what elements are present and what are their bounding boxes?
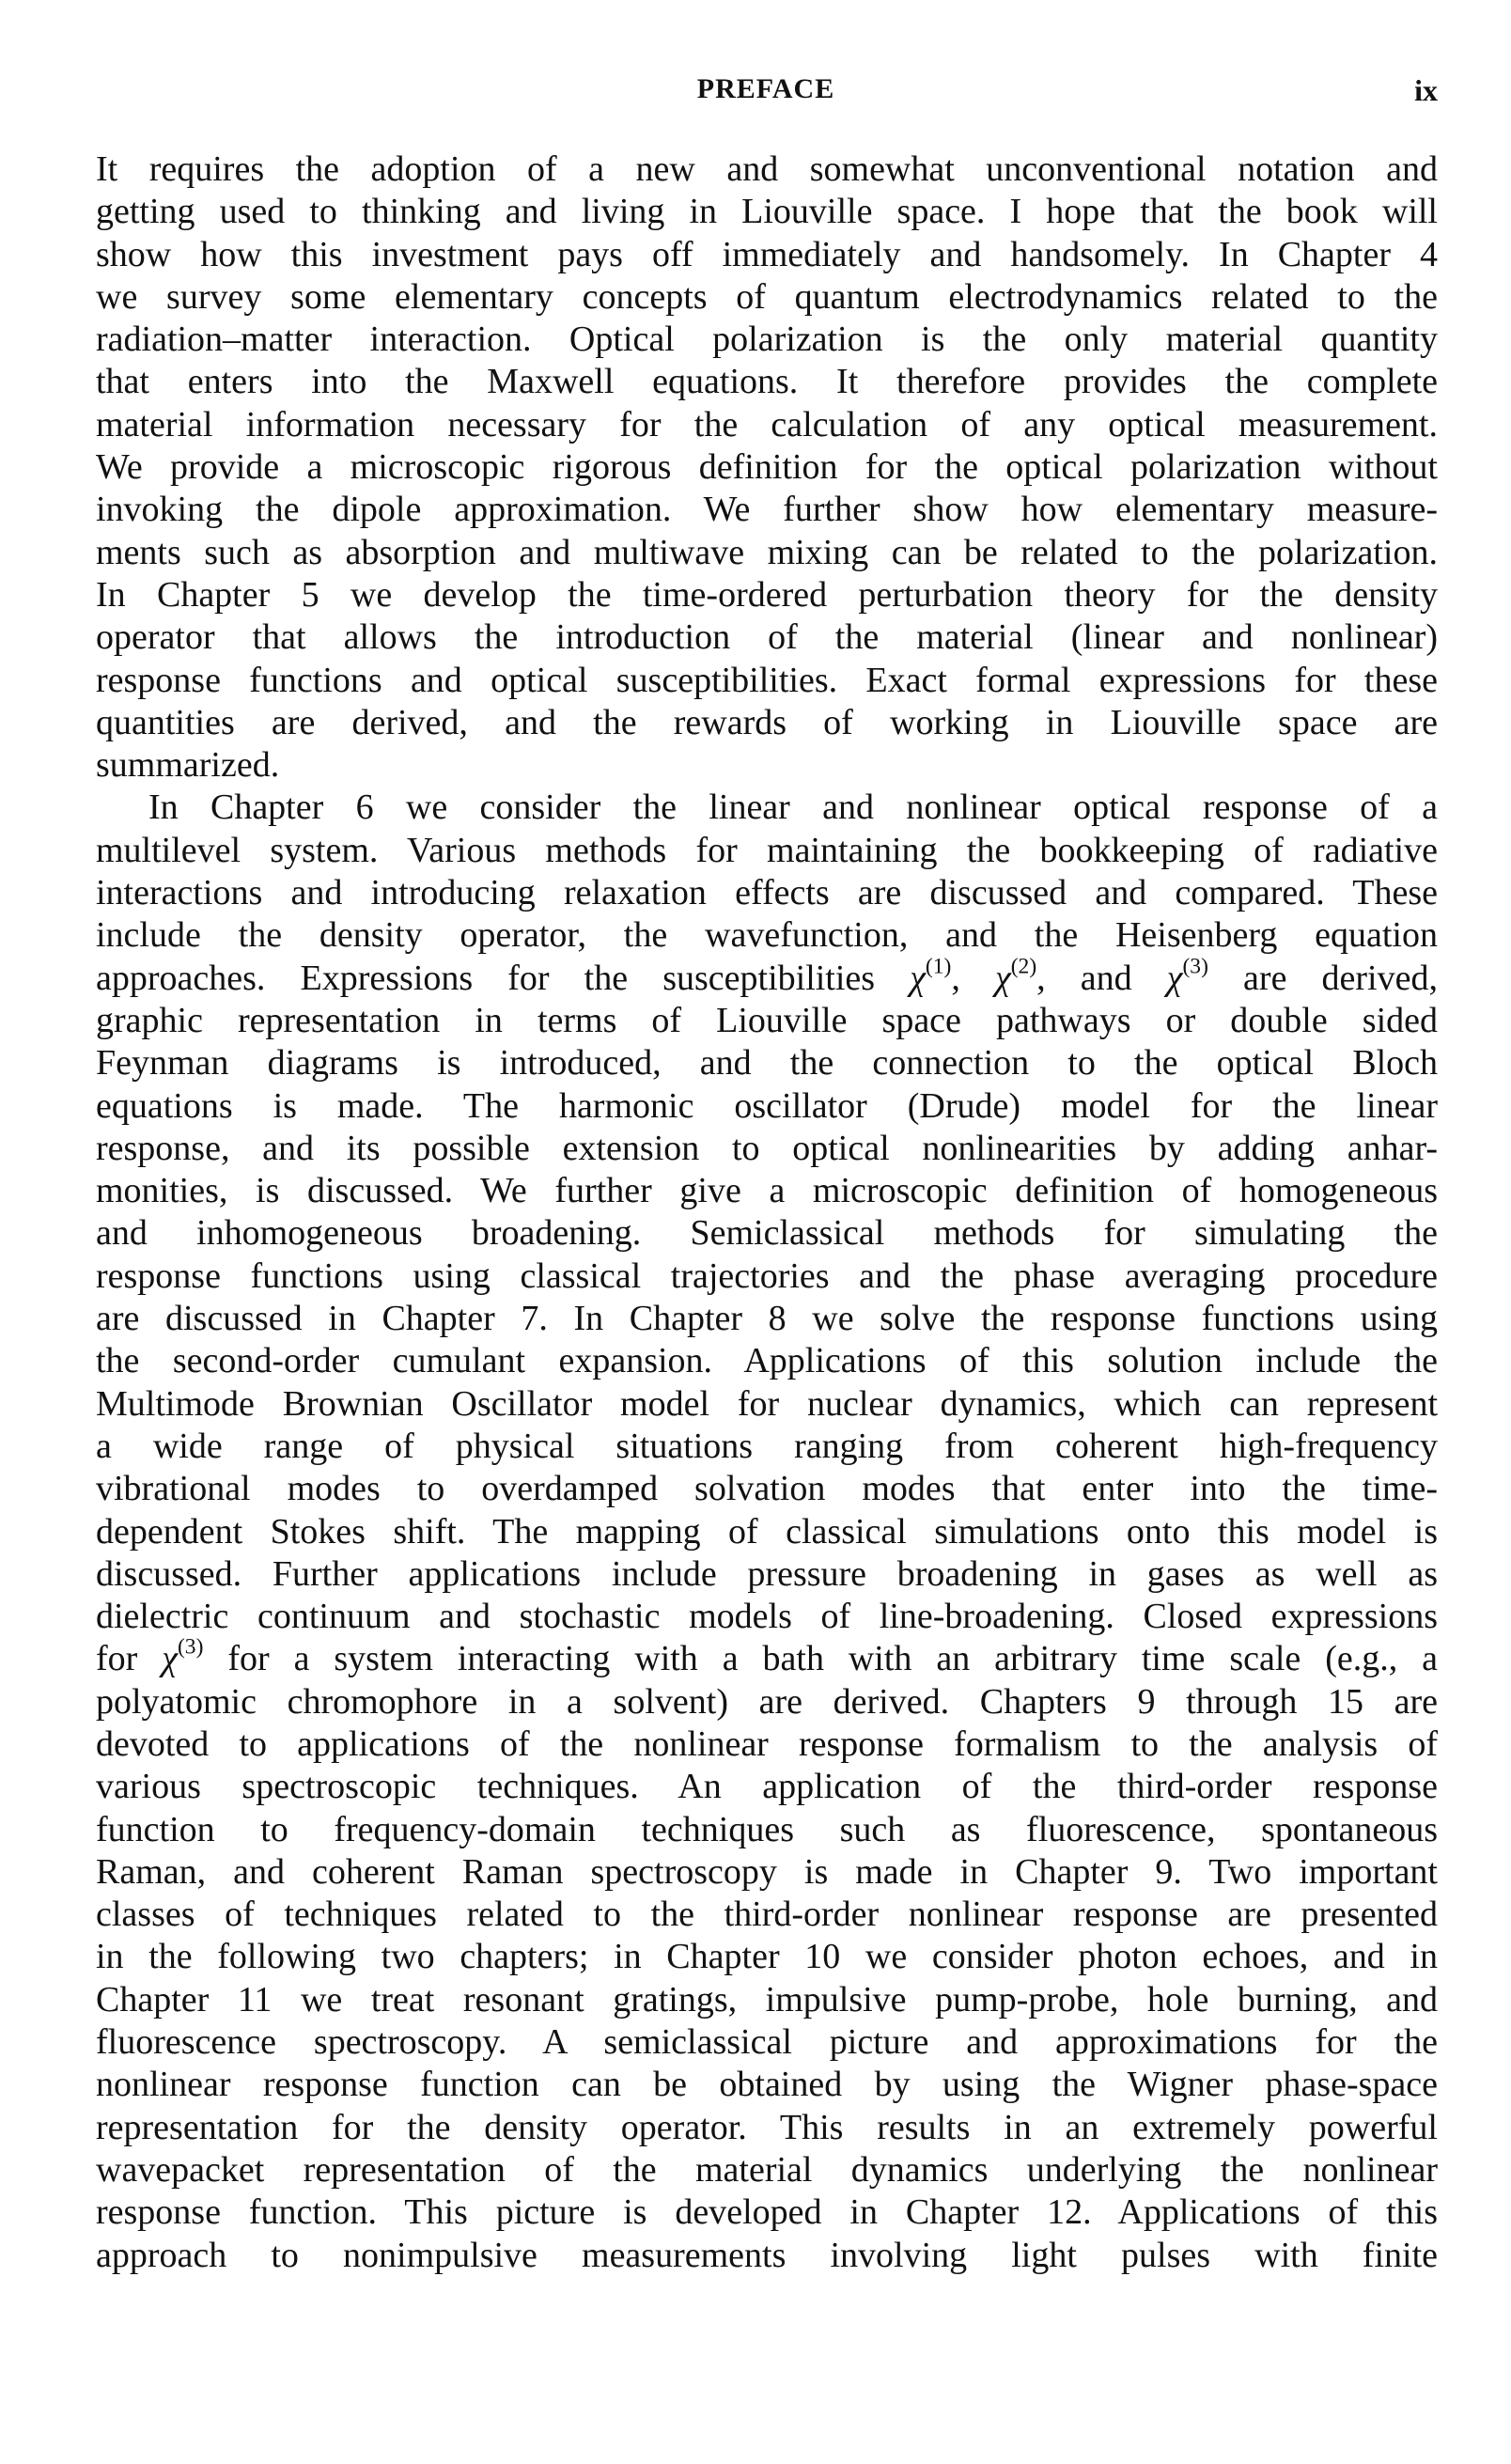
text-line: function to frequency-domain techniques such as fluorescence, spontaneous bbox=[96, 1809, 1438, 1849]
text-line: wavepacket representation of the material dynamics underlying the nonlinear bbox=[96, 2149, 1438, 2190]
text-line: in the following two chapters; in Chapter 10 we consider photon echoes, and in bbox=[96, 1937, 1438, 1977]
text-segment: for a system interacting with a bath with an arbitrary time scale (e.g., a bbox=[203, 1639, 1438, 1679]
page-number: ix bbox=[1414, 73, 1438, 107]
text-line: Feynman diagrams is introduced, and the connection to the optical Bloch bbox=[96, 1043, 1438, 1084]
text-line-chi3 bbox=[96, 1634, 1438, 1680]
text-line: It requires the adoption of a new and somewhat unconventional notation and bbox=[96, 149, 1438, 189]
text-segment: , bbox=[951, 958, 995, 998]
text-line: representation for the density operator. This results in an extremely powerful bbox=[96, 2107, 1438, 2147]
text-line: the second-order cumulant expansion. Applications of this solution include the bbox=[96, 1341, 1438, 1381]
running-head-title: PREFACE bbox=[696, 73, 835, 104]
text-line: summarized. bbox=[96, 745, 280, 786]
text-segment: are derived, bbox=[1207, 958, 1438, 998]
text-line: nonlinear response function can be obtained by using the Wigner phase-space bbox=[96, 2065, 1438, 2105]
text-line: quantities are derived, and the rewards of working in Liouville space are bbox=[96, 702, 1438, 742]
text-line: we survey some elementary concepts of quantum electrodynamics related to the bbox=[96, 276, 1438, 317]
text-segment: , and bbox=[1036, 958, 1167, 998]
superscript-order: (3) bbox=[1182, 953, 1208, 978]
text-line: include the density operator, the wavefunction, and the Heisenberg equation bbox=[96, 915, 1438, 956]
text-line: that enters into the Maxwell equations. It therefore provides the complete bbox=[96, 362, 1438, 402]
superscript-order: (2) bbox=[1010, 953, 1037, 978]
text-line: various spectroscopic techniques. An application of the third-order response bbox=[96, 1767, 1438, 1807]
text-line: radiation–matter interaction. Optical polarization is the only material quantity bbox=[96, 320, 1438, 360]
text-line-susceptibilities bbox=[96, 953, 1438, 1000]
text-line: getting used to thinking and living in Liouville space. I hope that the book will bbox=[96, 192, 1438, 232]
text-line: monities, is discussed. We further give a microscopic definition of homogeneous bbox=[96, 1171, 1438, 1211]
text-line: In Chapter 5 we develop the time-ordered perturbation theory for the density bbox=[96, 574, 1438, 615]
text-line: graphic representation in terms of Liouville space pathways or double sided bbox=[96, 1000, 1438, 1040]
text-line: operator that allows the introduction of the material (linear and nonlinear) bbox=[96, 617, 1438, 658]
text-line: Multimode Brownian Oscillator model for nuclear dynamics, which can represent bbox=[96, 1383, 1438, 1424]
text-segment: approaches. Expressions for the susceptibilities bbox=[96, 958, 911, 998]
chi-symbol: χ bbox=[994, 958, 1011, 998]
text-line: response, and its possible extension to optical nonlinearities by adding anhar- bbox=[96, 1128, 1438, 1168]
running-head bbox=[94, 73, 1438, 115]
text-line: equations is made. The harmonic oscillator (Drude) model for the linear bbox=[96, 1085, 1438, 1126]
text-line: Raman, and coherent Raman spectroscopy is made in Chapter 9. Two important bbox=[96, 1851, 1438, 1892]
text-line: interactions and introducing relaxation effects are discussed and compared. These bbox=[96, 873, 1438, 913]
chi-symbol: χ bbox=[1166, 958, 1183, 998]
body-text bbox=[96, 148, 1438, 2277]
text-line: discussed. Further applications include pressure broadening in gases as well as bbox=[96, 1553, 1438, 1594]
text-line: response function. This picture is developed in Chapter 12. Applications of this bbox=[96, 2192, 1438, 2233]
text-line: approach to nonimpulsive measurements involving light pulses with finite bbox=[96, 2235, 1438, 2275]
text-line: are discussed in Chapter 7. In Chapter 8 we solve the response functions using bbox=[96, 1299, 1438, 1339]
text-line: response functions using classical trajectories and the phase averaging procedure bbox=[96, 1255, 1438, 1296]
text-segment: for bbox=[96, 1639, 163, 1679]
text-line: ments such as absorption and multiwave mixing can be related to the polarization. bbox=[96, 532, 1438, 572]
chi-symbol: χ bbox=[162, 1639, 178, 1679]
chi-symbol: χ bbox=[910, 958, 926, 998]
paragraph-2 bbox=[96, 787, 1438, 2276]
text-line: Chapter 11 we treat resonant gratings, impulsive pump-probe, hole burning, and bbox=[96, 1979, 1438, 2020]
superscript-order: (3) bbox=[177, 1634, 204, 1660]
text-line: material information necessary for the calculation of any optical measurement. bbox=[96, 404, 1438, 444]
text-line: invoking the dipole approximation. We further show how elementary measure- bbox=[96, 490, 1438, 530]
text-line: multilevel system. Various methods for maintaining the bookkeeping of radiative bbox=[96, 830, 1438, 870]
text-line: In Chapter 6 we consider the linear and nonlinear optical response of a bbox=[148, 788, 1438, 828]
text-line: dependent Stokes shift. The mapping of classical simulations onto this model is bbox=[96, 1511, 1438, 1552]
text-line: We provide a microscopic rigorous definition for the optical polarization without bbox=[96, 447, 1438, 488]
text-line: polyatomic chromophore in a solvent) are derived. Chapters 9 through 15 are bbox=[96, 1681, 1438, 1722]
text-line: classes of techniques related to the third-order nonlinear response are presented bbox=[96, 1895, 1438, 1935]
text-line: vibrational modes to overdamped solvation modes that enter into the time- bbox=[96, 1469, 1438, 1509]
text-line: show how this investment pays off immediately and handsomely. In Chapter 4 bbox=[96, 234, 1438, 274]
text-line: dielectric continuum and stochastic models of line-broadening. Closed expressions bbox=[96, 1597, 1438, 1637]
superscript-order: (1) bbox=[925, 953, 952, 978]
text-line: a wide range of physical situations ranging from coherent high-frequency bbox=[96, 1426, 1438, 1466]
paragraph-1 bbox=[96, 148, 1438, 787]
text-line: fluorescence spectroscopy. A semiclassical picture and approximations for the bbox=[96, 2022, 1438, 2063]
text-line: and inhomogeneous broadening. Semiclassical methods for simulating the bbox=[96, 1213, 1438, 1254]
text-line: devoted to applications of the nonlinear response formalism to the analysis of bbox=[96, 1723, 1438, 1764]
text-line: response functions and optical susceptibilities. Exact formal expressions for these bbox=[96, 660, 1438, 700]
